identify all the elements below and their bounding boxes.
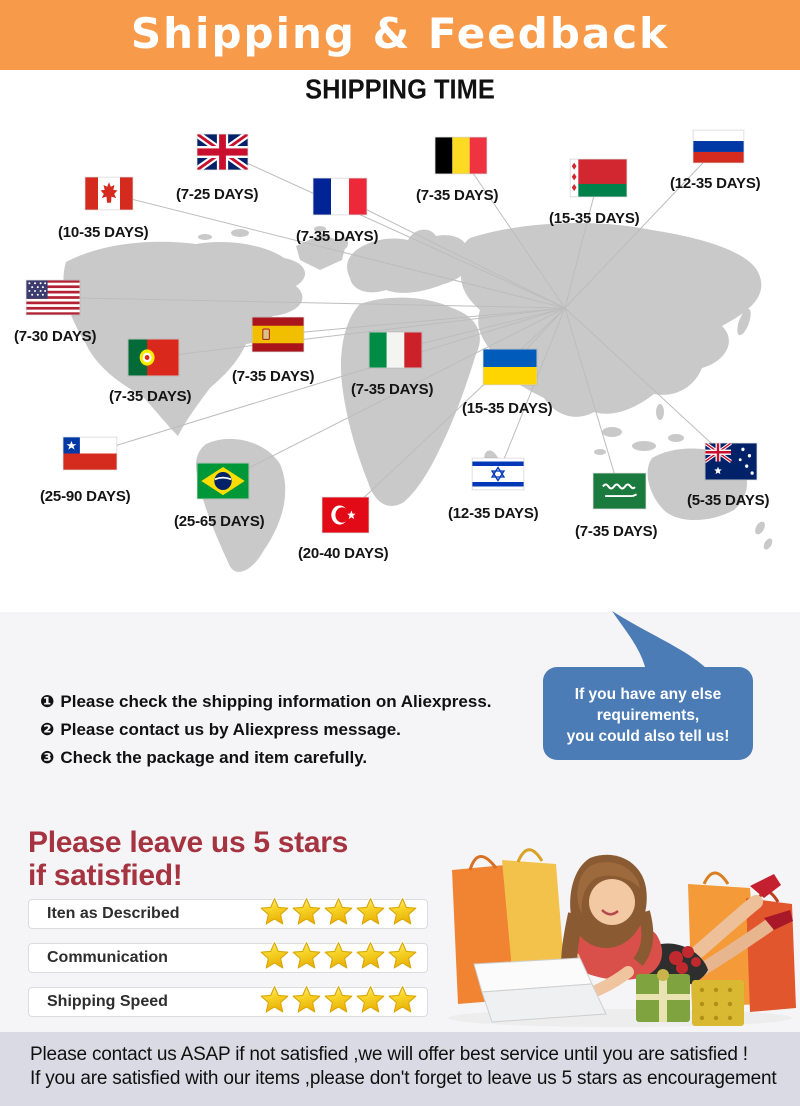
star-icon [260,985,289,1014]
star-icon [260,941,289,970]
portugal-flag-icon [128,339,179,376]
note-item [40,744,492,772]
shipping-days-label: (7-35 DAYS) [416,187,499,204]
note-item [40,688,492,716]
star-icon [292,985,321,1014]
star-icon [324,985,353,1014]
chile-flag-icon [63,437,117,470]
rating-row-communication [28,943,428,973]
shipping-days-label: (25-90 DAYS) [40,488,131,505]
shipping-days-label: (12-35 DAYS) [670,175,761,192]
shipping-days-label: (15-35 DAYS) [549,210,640,227]
canada-flag-icon [85,177,133,210]
feedback-heading-line1: Please leave us 5 stars [28,826,349,859]
usa-flag-icon [26,280,80,315]
brazil-flag-icon [197,463,249,499]
numbered-bullet-icon: ❸ [40,748,55,768]
shipping-days-label: (7-35 DAYS) [296,228,379,245]
note-text: Check the package and item carefully. [60,748,368,767]
rating-row-shipping-speed [28,987,428,1017]
shipping-days-label: (7-35 DAYS) [575,523,658,540]
note-text: Please check the shipping information on Aliexpress. [60,692,492,711]
uk-flag-icon [197,134,248,170]
israel-flag-icon [472,458,524,490]
star-icon [356,941,385,970]
speech-bubble [543,667,753,760]
shipping-days-label: (5-35 DAYS) [687,492,770,509]
australia-flag-icon [705,443,757,480]
rating-label: Communication [47,949,168,966]
star-icon [356,985,385,1014]
shipping-days-label: (10-35 DAYS) [58,224,149,241]
rating-label: Shipping Speed [47,993,168,1010]
shipping-days-label: (7-35 DAYS) [232,368,315,385]
star-icon [292,941,321,970]
notes-list [40,688,492,772]
star-rating [260,897,417,931]
rating-label: Iten as Described [47,905,180,922]
star-icon [260,897,289,926]
star-icon [324,897,353,926]
shipping-days-label: (15-35 DAYS) [462,400,553,417]
bubble-line: If you have any else [574,686,722,703]
note-item [40,716,492,744]
numbered-bullet-icon: ❶ [40,692,55,712]
shipping-days-label: (20-40 DAYS) [298,545,389,562]
note-text: Please contact us by Aliexpress message. [60,720,401,739]
star-icon [388,941,417,970]
shipping-days-label: (7-35 DAYS) [109,388,192,405]
star-icon [324,941,353,970]
shipping-days-label: (25-65 DAYS) [174,513,265,530]
star-icon [388,897,417,926]
star-icon [388,985,417,1014]
numbered-bullet-icon: ❷ [40,720,55,740]
woman-shopping-online-photo [440,822,800,1030]
bubble-line: requirements, [596,707,700,724]
shipping-days-label: (7-25 DAYS) [176,186,259,203]
belgium-flag-icon [435,137,487,174]
footer-bar [0,1032,800,1106]
shipping-days-label: (7-35 DAYS) [351,381,434,398]
banner [0,0,800,70]
star-icon [292,897,321,926]
saudi-flag-icon [593,473,646,509]
bubble-line: you could also tell us! [566,728,730,745]
star-icon [356,897,385,926]
turkey-flag-icon [322,497,369,533]
star-rating [260,941,417,975]
feedback-heading-line2: if satisfied! [28,859,183,892]
shipping-days-label: (12-35 DAYS) [448,505,539,522]
feedback-heading [28,826,348,892]
section-title: SHIPPING TIME [305,72,495,106]
ukraine-flag-icon [483,349,537,385]
footer-line2: If you are satisfied with our items ,please don't forget to leave us 5 stars as encouragement [30,1068,777,1089]
france-flag-icon [313,178,367,215]
rating-row-item-as-described [28,899,428,929]
banner-title: Shipping & Feedback [130,9,670,58]
russia-flag-icon [693,130,744,163]
star-rating [260,985,417,1019]
belarus-flag-icon [570,159,627,197]
shipping-days-label: (7-30 DAYS) [14,328,97,345]
italy-flag-icon [369,332,422,368]
footer-line1: Please contact us ASAP if not satisfied ,we will offer best service until you are satisfied ! [30,1044,748,1065]
spain-flag-icon [252,317,304,352]
